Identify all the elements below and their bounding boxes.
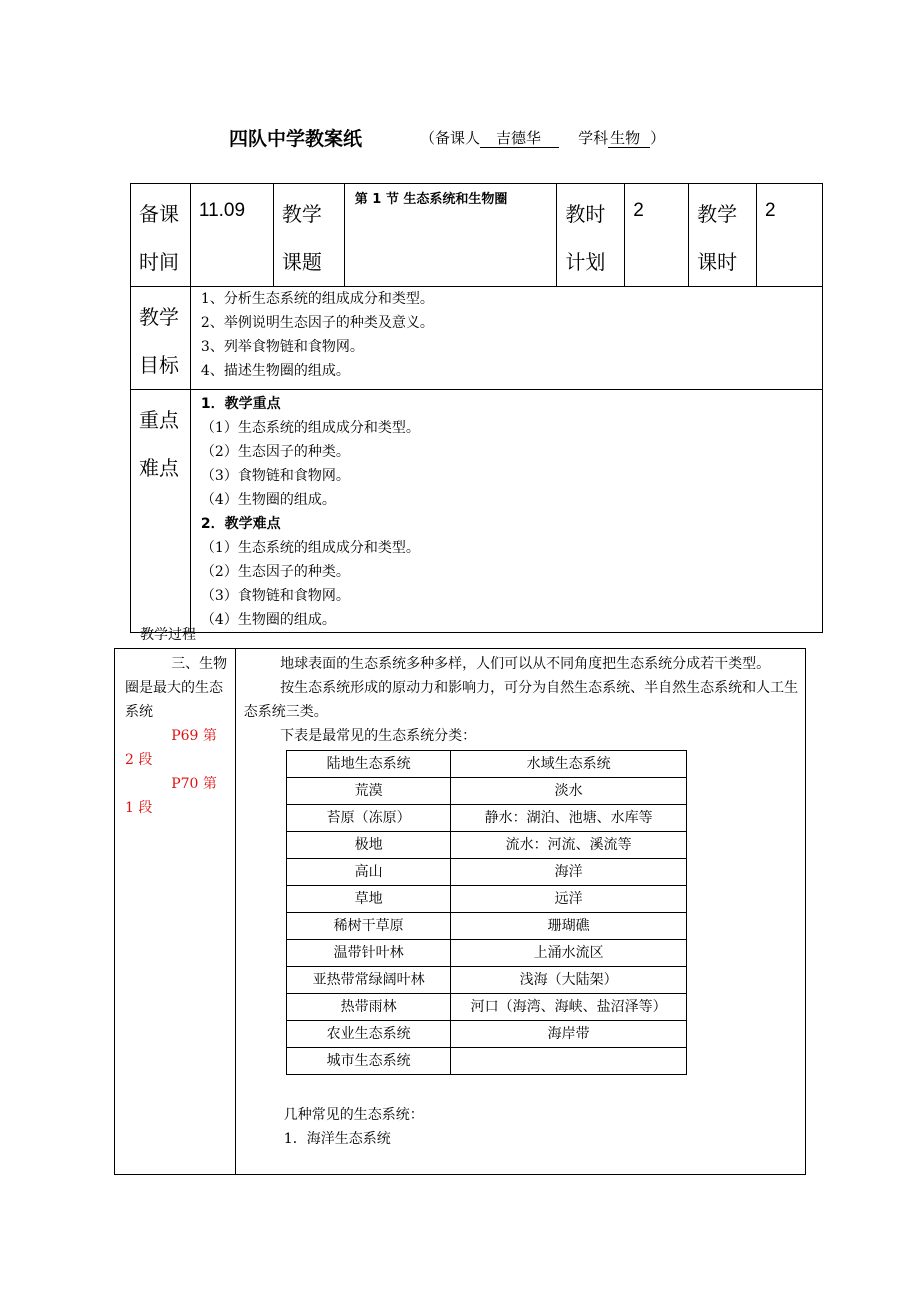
table-cell: 温带针叶林 [286,940,451,967]
table-cell: 稀树干草原 [286,913,451,940]
table-row [286,859,686,886]
plan-row-keys [131,390,823,633]
header-prefix: （备课人 [420,129,481,147]
process-content [235,649,805,1175]
process-row [115,649,806,1175]
header-meta [420,127,665,148]
hours-plan-value: 2 [625,184,689,287]
difficult-points-title: 2．教学难点 [200,516,281,532]
table-cell [451,1048,686,1075]
hours-label: 教学 课时 [689,184,757,287]
table-cell: 荒漠 [286,778,451,805]
table-row [286,1048,686,1075]
table-cell: 城市生态系统 [286,1048,451,1075]
header-suffix: ） [650,129,666,147]
table-row [286,1021,686,1048]
key-point-item: （3）食物链和食物网。 [200,468,350,484]
table-cell: 远洋 [451,886,686,913]
table-row [286,805,686,832]
lesson-plan-table [130,183,823,633]
table-cell: 上涌水流区 [451,940,686,967]
table-cell: 静水：湖泊、池塘、水库等 [451,805,686,832]
table-row [286,967,686,994]
table-row [286,994,686,1021]
table-cell: 海洋 [451,859,686,886]
key-point-item: （2）生态因子的种类。 [200,444,350,460]
table-cell: 淡水 [451,778,686,805]
ecosystem-types-table [286,750,687,1075]
content-paragraph: 下表是最常见的生态系统分类： [280,728,477,744]
topic-value: 第 1 节 生态系统和生物圈 [344,184,557,287]
subject-value: 生物 [608,130,650,148]
preparer-name: 吉德华 [480,130,559,148]
key-point-item: （4）生物圈的组成。 [200,492,336,508]
content-line: 1．海洋生态系统 [283,1131,391,1147]
process-label: 教学过程 [140,627,196,643]
prep-time-value: 11.09 [190,184,273,287]
table-row [286,913,686,940]
content-paragraph: 地球表面的生态系统多种多样，人们可以从不同角度把生态系统分成若干类型。 [280,656,771,672]
subject-label: 学科 [578,129,609,147]
column-header: 陆地生态系统 [286,751,451,778]
goal-item: 1、分析生态系统的组成成分和类型。 [200,291,434,307]
table-row [286,832,686,859]
key-points-title: 1．教学重点 [200,396,281,412]
table-row [286,778,686,805]
plan-row-goals [131,287,823,390]
table-row [286,940,686,967]
goal-item: 2、举例说明生态因子的种类及意义。 [200,315,434,331]
process-notes [115,649,236,1175]
table-cell: 苔原（冻原） [286,805,451,832]
difficult-point-item: （1）生态系统的组成成分和类型。 [200,540,420,556]
content-paragraph: 按生态系统形成的原动力和影响力，可分为自然生态系统、半自然生态系统和人工生态系统三类。 [243,680,799,720]
table-cell: 海岸带 [451,1021,686,1048]
table-cell: 亚热带常绿阔叶林 [286,967,451,994]
goal-item: 4、描述生物圈的组成。 [200,363,350,379]
page-header [0,124,920,154]
plan-row-meta [131,184,823,287]
difficult-point-item: （3）食物链和食物网。 [200,588,350,604]
page-ref: P69 第 2 段 [125,728,217,768]
table-cell: 极地 [286,832,451,859]
table-header-row [286,751,686,778]
table-cell: 河口（海湾、海峡、盐沼泽等） [451,994,686,1021]
prep-time-label: 备课 时间 [131,184,191,287]
content-line: 几种常见的生态系统： [283,1107,424,1123]
process-table [114,648,806,1175]
key-point-item: （1）生态系统的组成成分和类型。 [200,420,420,436]
difficult-point-item: （2）生态因子的种类。 [200,564,350,580]
table-cell: 珊瑚礁 [451,913,686,940]
topic-label: 教学 课题 [273,184,344,287]
table-cell: 流水：河流、溪流等 [451,832,686,859]
table-cell: 草地 [286,886,451,913]
keys-label: 重点 难点 [131,390,191,633]
hours-plan-label: 教时 计划 [557,184,625,287]
keys-content [190,390,822,633]
section-heading: 三、生物圈是最大的生态系统 [125,656,228,720]
page-ref: P70 第 1 段 [125,776,217,816]
table-cell: 热带雨林 [286,994,451,1021]
goals-label: 教学 目标 [131,287,191,390]
difficult-point-item: （4）生物圈的组成。 [200,612,336,628]
table-row [286,886,686,913]
table-cell: 农业生态系统 [286,1021,451,1048]
page-title: 四队中学教案纸 [229,128,363,150]
table-cell: 高山 [286,859,451,886]
hours-value: 2 [757,184,823,287]
column-header: 水域生态系统 [451,751,686,778]
goal-item: 3、列举食物链和食物网。 [200,339,364,355]
goals-list [190,287,822,390]
table-cell: 浅海（大陆架） [451,967,686,994]
